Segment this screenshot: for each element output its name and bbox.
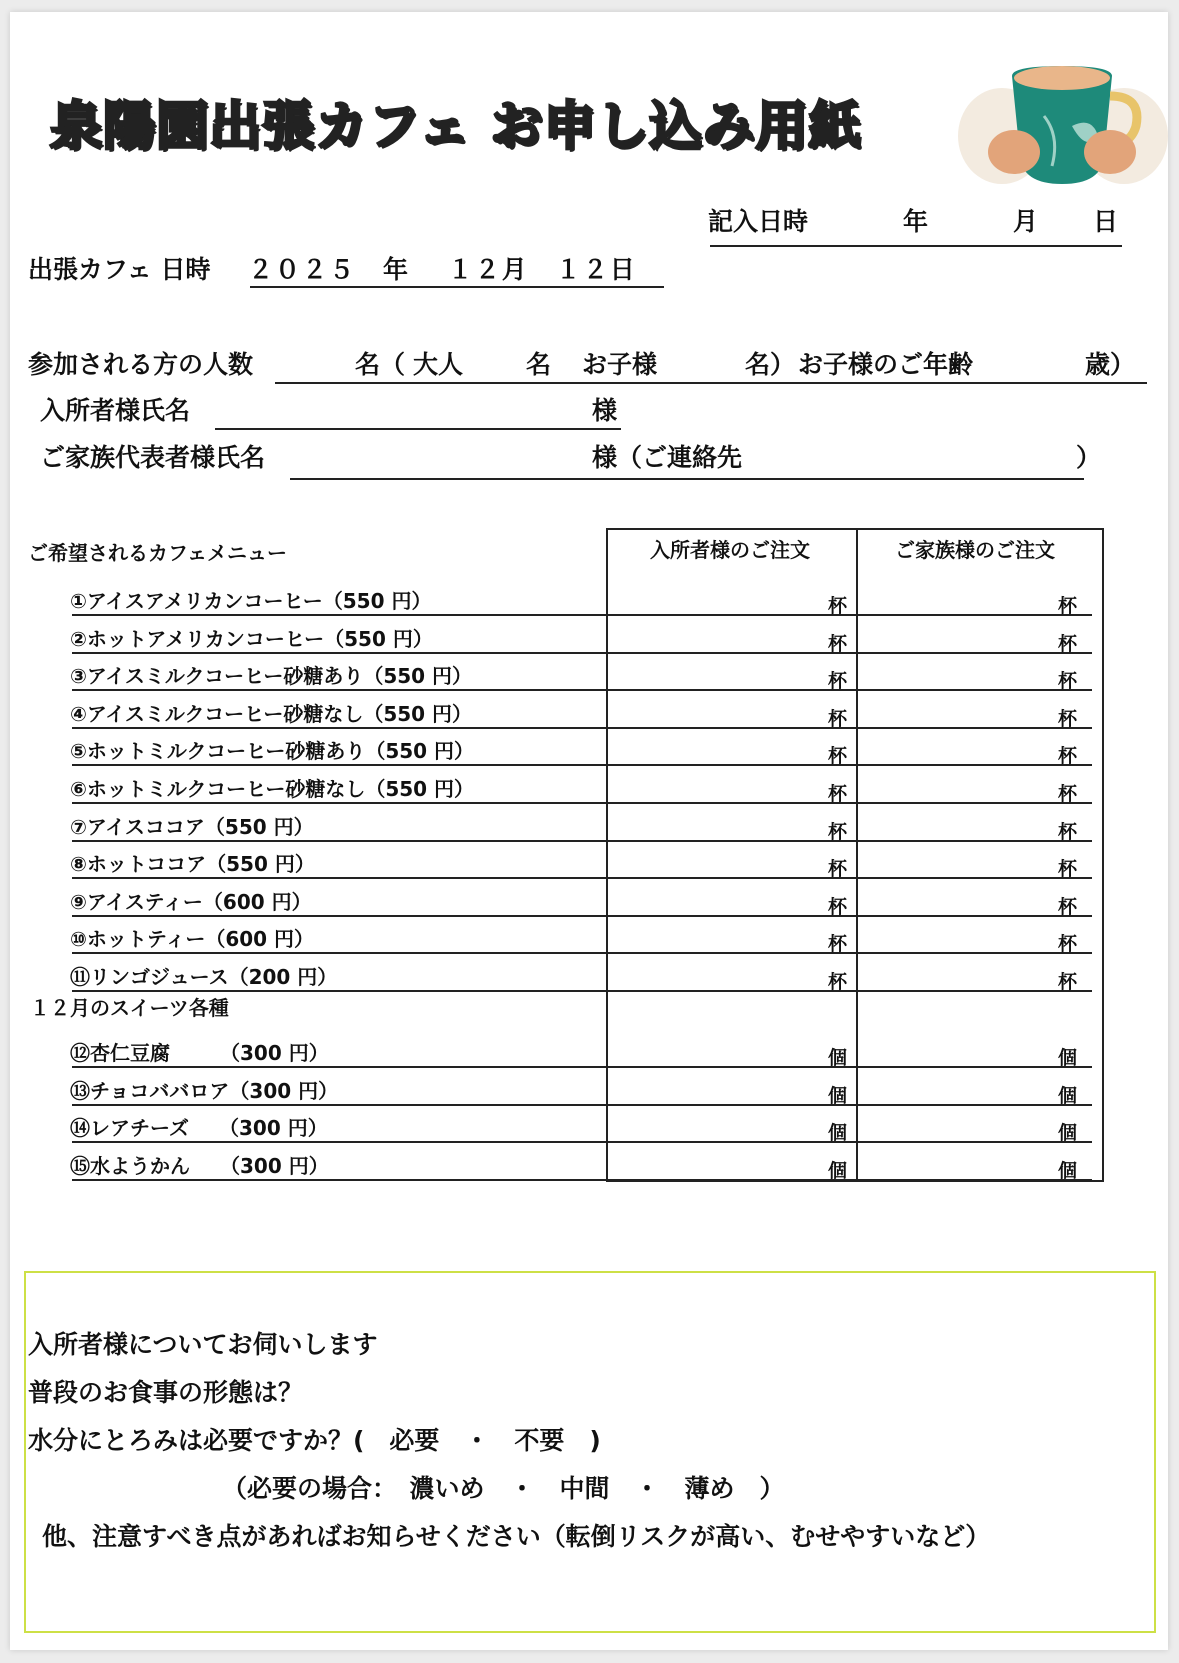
- participants-sai: 歳）: [1085, 350, 1136, 379]
- order-table-divider: [856, 528, 858, 1182]
- family-order-unit[interactable]: 個: [1058, 1122, 1078, 1145]
- menu-item-label: ⑤ホットミルクコーヒー砂糖あり（550 円）: [70, 739, 475, 764]
- menu-item-row: [72, 1066, 1092, 1068]
- resident-order-unit[interactable]: 杯: [828, 820, 848, 843]
- entry-day-label: 日: [1093, 207, 1119, 236]
- resident-order-unit[interactable]: 杯: [828, 707, 848, 730]
- entry-date-underline[interactable]: [710, 245, 1122, 247]
- participants-underline[interactable]: [275, 382, 1147, 384]
- family-order-unit[interactable]: 杯: [1058, 707, 1078, 730]
- application-form: [10, 12, 1168, 1650]
- col-resident-order: 入所者様のご注文: [650, 538, 810, 562]
- form-title: 泉陽園出張カフェ お申し込み用紙: [50, 97, 862, 157]
- participants-mei-3: 名）: [745, 350, 796, 379]
- tea-cup-icon: [952, 56, 1172, 196]
- sweets-heading: １２月のスイーツ各種: [30, 996, 229, 1020]
- notes-line-5: 他、注意すべき点があればお知らせください（転倒リスクが高い、むせやすいなど）: [42, 1522, 991, 1551]
- family-order-unit[interactable]: 杯: [1058, 783, 1078, 805]
- resident-order-unit[interactable]: 個: [828, 1159, 848, 1182]
- menu-item-label: ⑩ホットティー（600 円）: [70, 927, 315, 952]
- family-rep-underline[interactable]: [290, 478, 1084, 480]
- family-order-unit[interactable]: 杯: [1058, 745, 1078, 768]
- family-order-unit[interactable]: 杯: [1058, 632, 1078, 655]
- family-rep-suffix: 様（ご連絡先: [592, 443, 743, 472]
- menu-item-label: ⑫杏仁豆腐 （300 円）: [70, 1041, 329, 1065]
- menu-item-label: ⑬チョコババロア（300 円）: [70, 1078, 339, 1103]
- participants-label: 参加される方の人数: [28, 350, 254, 379]
- family-order-unit[interactable]: 杯: [1058, 820, 1078, 843]
- menu-item-row: [72, 840, 1092, 842]
- entry-month-label: 月: [1013, 207, 1039, 236]
- menu-item-label: ⑥ホットミルクコーヒー砂糖なし（550 円）: [70, 777, 475, 801]
- menu-item-row: [72, 764, 1092, 766]
- event-date-underline: [250, 286, 664, 288]
- participants-mei-2: 名: [526, 350, 552, 379]
- family-order-unit[interactable]: 杯: [1058, 858, 1078, 881]
- menu-item-label: ②ホットアメリカンコーヒー（550 円）: [70, 626, 433, 651]
- notes-line-3: 水分にとろみは必要ですか？( 必要 ・ 不要 ): [28, 1426, 601, 1455]
- resident-order-unit[interactable]: 個: [828, 1047, 848, 1069]
- menu-item-row: [72, 727, 1092, 729]
- resident-name-underline[interactable]: [215, 428, 621, 430]
- resident-order-unit[interactable]: 杯: [828, 971, 848, 993]
- menu-item-row: [72, 652, 1092, 654]
- resident-order-unit[interactable]: 杯: [828, 783, 848, 805]
- menu-item-row: [72, 877, 1092, 879]
- menu-item-label: ⑭レアチーズ （300 円）: [70, 1116, 328, 1141]
- menu-item-label: ⑧ホットココア（550 円）: [70, 852, 315, 877]
- resident-order-unit[interactable]: 杯: [828, 933, 848, 956]
- event-date-value: ２０２５ 年 １２月 １２日: [248, 255, 637, 284]
- resident-name-suffix: 様: [592, 396, 618, 425]
- event-date-label: 出張カフェ 日時: [28, 255, 211, 284]
- menu-item-row: [72, 1179, 1092, 1181]
- menu-item-label: ⑨アイスティー（600 円）: [70, 889, 312, 914]
- menu-item-label: ⑮水ようかん （300 円）: [70, 1153, 329, 1178]
- participants-adult-label: 大人: [413, 350, 464, 379]
- entry-year-label: 年: [903, 207, 929, 236]
- menu-item-row: [72, 915, 1092, 917]
- family-order-unit[interactable]: 杯: [1058, 595, 1078, 617]
- entry-date-label: 記入日時: [708, 207, 809, 236]
- participants-child-label: お子様: [582, 350, 658, 379]
- menu-item-label: ①アイスアメリカンコーヒー（550 円）: [70, 589, 432, 613]
- resident-order-unit[interactable]: 杯: [828, 670, 848, 693]
- family-order-unit[interactable]: 杯: [1058, 933, 1078, 956]
- menu-item-row: [72, 952, 1092, 954]
- family-order-unit[interactable]: 個: [1058, 1047, 1078, 1069]
- family-order-unit[interactable]: 杯: [1058, 670, 1078, 693]
- menu-item-label: ⑪リンゴジュース（200 円）: [70, 965, 338, 989]
- resident-order-unit[interactable]: 杯: [828, 632, 848, 655]
- menu-item-row: [72, 802, 1092, 804]
- menu-item-row: [72, 1104, 1092, 1106]
- resident-order-unit[interactable]: 個: [828, 1084, 848, 1107]
- resident-order-unit[interactable]: 個: [828, 1122, 848, 1145]
- resident-order-unit[interactable]: 杯: [828, 858, 848, 881]
- family-order-unit[interactable]: 杯: [1058, 971, 1078, 993]
- family-rep-close: ）: [1076, 443, 1102, 472]
- family-order-unit[interactable]: 個: [1058, 1159, 1078, 1182]
- menu-heading: ご希望されるカフェメニュー: [28, 541, 287, 565]
- family-order-unit[interactable]: 個: [1058, 1084, 1078, 1107]
- participants-mei-1: 名（: [355, 350, 406, 379]
- menu-item-label: ④アイスミルクコーヒー砂糖なし（550 円）: [70, 701, 473, 726]
- notes-line-2: 普段のお食事の形態は？: [28, 1378, 304, 1407]
- menu-item-label: ⑦アイスココア（550 円）: [70, 814, 314, 839]
- resident-order-unit[interactable]: 杯: [828, 895, 848, 918]
- notes-line-4: （必要の場合： 濃いめ ・ 中間 ・ 薄め ）: [222, 1474, 785, 1503]
- menu-item-row: [72, 689, 1092, 691]
- col-family-order: ご家族様のご注文: [895, 538, 1055, 562]
- resident-order-unit[interactable]: 杯: [828, 745, 848, 768]
- menu-item-row: [72, 1141, 1092, 1143]
- order-table: [606, 528, 1104, 1182]
- menu-item-row: [72, 614, 1092, 616]
- family-rep-label: ご家族代表者様氏名: [40, 443, 266, 472]
- resident-name-label: 入所者様氏名: [40, 396, 191, 425]
- participants-child-age-label: お子様のご年齢: [798, 350, 974, 379]
- resident-order-unit[interactable]: 杯: [828, 595, 848, 617]
- family-order-unit[interactable]: 杯: [1058, 895, 1078, 918]
- menu-item-label: ③アイスミルクコーヒー砂糖あり（550 円）: [70, 664, 473, 689]
- notes-line-1: 入所者様についてお伺いします: [28, 1330, 378, 1359]
